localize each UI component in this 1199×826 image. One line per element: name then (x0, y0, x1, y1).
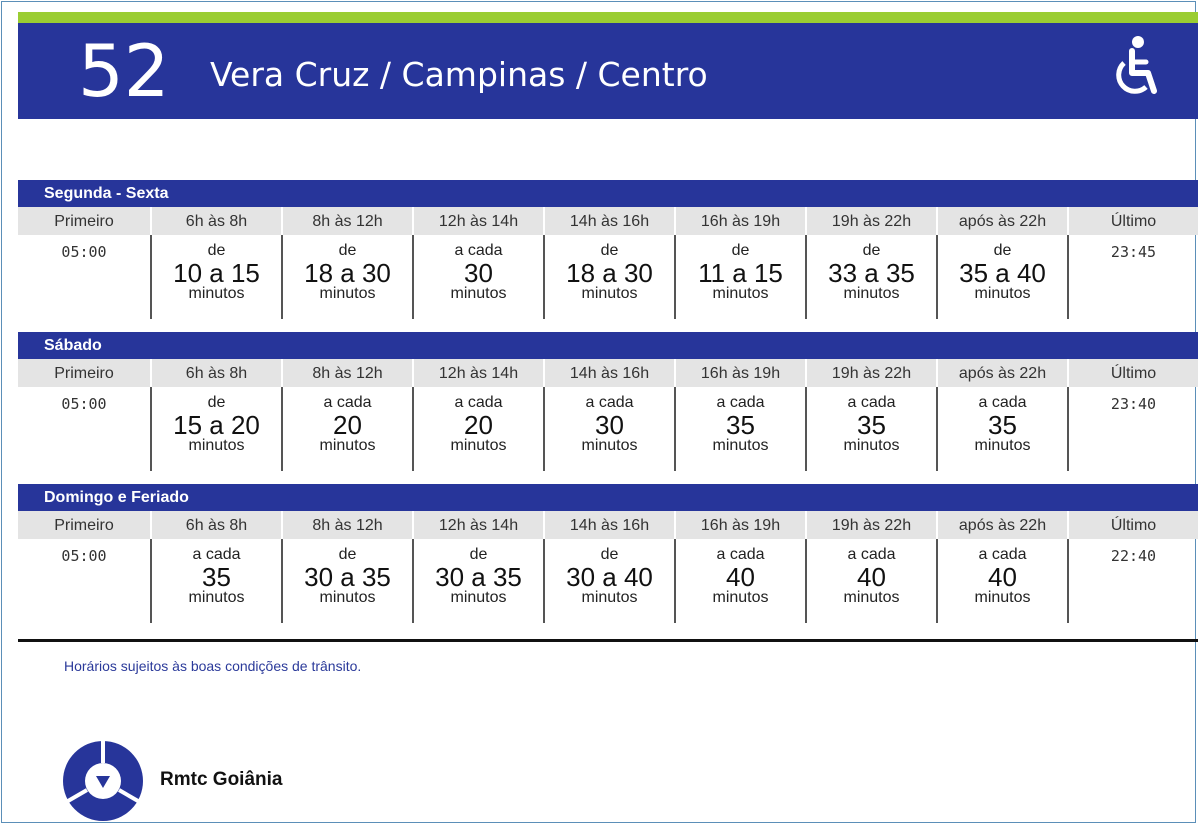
interval-cell (936, 539, 1067, 623)
first-departure: 05:00 (61, 243, 107, 261)
interval-value: 18 a 30 (304, 258, 391, 288)
interval-prefix: a cada (585, 394, 634, 411)
interval-value: 10 a 15 (173, 258, 260, 288)
schedule-sunday-holiday (18, 484, 1198, 623)
column-header: 6h às 8h (150, 207, 281, 235)
interval-cell (281, 387, 412, 471)
interval-cell (805, 387, 936, 471)
interval-prefix: de (338, 242, 357, 259)
interval-unit: minutos (712, 589, 769, 606)
interval-unit: minutos (450, 437, 507, 454)
interval-prefix: de (207, 394, 226, 411)
interval-prefix: de (862, 242, 881, 259)
interval-cell (150, 387, 281, 471)
column-header: Primeiro (18, 511, 150, 539)
interval-unit: minutos (843, 589, 900, 606)
column-header: 14h às 16h (543, 359, 674, 387)
interval-cell (936, 235, 1067, 319)
interval-cell (674, 235, 805, 319)
interval-cell (150, 539, 281, 623)
interval-prefix: de (338, 546, 357, 563)
interval-unit: minutos (712, 437, 769, 454)
interval-cell (412, 235, 543, 319)
interval-prefix: a cada (978, 546, 1027, 563)
column-header: 8h às 12h (281, 511, 412, 539)
interval-prefix: a cada (192, 546, 241, 563)
interval-value: 20 (464, 410, 493, 440)
column-header: 14h às 16h (543, 511, 674, 539)
column-header: 19h às 22h (805, 207, 936, 235)
column-header: 8h às 12h (281, 207, 412, 235)
interval-unit: minutos (843, 285, 900, 302)
interval-value: 35 a 40 (959, 258, 1046, 288)
column-header: após às 22h (936, 511, 1067, 539)
interval-value: 20 (333, 410, 362, 440)
first-departure: 05:00 (61, 395, 107, 413)
interval-unit: minutos (581, 589, 638, 606)
interval-unit: minutos (974, 285, 1031, 302)
interval-value: 30 a 35 (435, 562, 522, 592)
interval-value: 18 a 30 (566, 258, 653, 288)
column-header: Último (1067, 207, 1198, 235)
interval-value: 40 (857, 562, 886, 592)
interval-prefix: de (207, 242, 226, 259)
interval-cell (281, 539, 412, 623)
column-header: 12h às 14h (412, 207, 543, 235)
traffic-disclaimer: Horários sujeitos às boas condições de trânsito. (64, 658, 362, 674)
column-header: 14h às 16h (543, 207, 674, 235)
interval-value: 11 a 15 (698, 258, 783, 288)
data-row (18, 387, 1198, 471)
header-row (18, 207, 1198, 235)
header-row (18, 359, 1198, 387)
interval-value: 30 (464, 258, 493, 288)
interval-unit: minutos (974, 437, 1031, 454)
interval-prefix: a cada (454, 242, 503, 259)
interval-prefix: de (993, 242, 1012, 259)
column-header: 19h às 22h (805, 511, 936, 539)
interval-prefix: a cada (323, 394, 372, 411)
first-departure: 05:00 (61, 547, 107, 565)
timetable-card (1, 1, 1196, 823)
last-departure-cell (1067, 387, 1198, 471)
column-header: 12h às 14h (412, 511, 543, 539)
interval-unit: minutos (581, 285, 638, 302)
last-departure-cell (1067, 235, 1198, 319)
interval-unit: minutos (974, 589, 1031, 606)
interval-prefix: a cada (454, 394, 503, 411)
column-header: após às 22h (936, 207, 1067, 235)
interval-value: 35 (857, 410, 886, 440)
column-header: 16h às 19h (674, 359, 805, 387)
interval-value: 35 (726, 410, 755, 440)
column-header: Primeiro (18, 207, 150, 235)
interval-cell (281, 235, 412, 319)
first-departure-cell (18, 387, 150, 471)
interval-cell (543, 539, 674, 623)
route-header (18, 23, 1198, 119)
accent-bar (18, 12, 1198, 23)
interval-prefix: de (600, 546, 619, 563)
wheelchair-icon (1106, 35, 1162, 101)
interval-unit: minutos (450, 589, 507, 606)
interval-cell (412, 539, 543, 623)
column-header: 6h às 8h (150, 511, 281, 539)
last-departure: 23:45 (1110, 243, 1157, 261)
interval-unit: minutos (712, 285, 769, 302)
interval-unit: minutos (188, 437, 245, 454)
data-row (18, 539, 1198, 623)
column-header: 16h às 19h (674, 207, 805, 235)
schedule-title: Domingo e Feriado (18, 484, 1198, 511)
interval-cell (805, 235, 936, 319)
column-header: após às 22h (936, 359, 1067, 387)
interval-cell (543, 235, 674, 319)
route-number: 52 (78, 29, 170, 113)
interval-unit: minutos (319, 437, 376, 454)
company-name: Rmtc Goiânia (160, 769, 283, 790)
interval-value: 40 (988, 562, 1017, 592)
interval-prefix: a cada (716, 546, 765, 563)
column-header: 8h às 12h (281, 359, 412, 387)
header-row (18, 511, 1198, 539)
interval-prefix: a cada (716, 394, 765, 411)
column-header: Último (1067, 511, 1198, 539)
interval-prefix: a cada (847, 546, 896, 563)
interval-prefix: a cada (847, 394, 896, 411)
column-header: 6h às 8h (150, 359, 281, 387)
interval-value: 35 (202, 562, 231, 592)
interval-unit: minutos (188, 285, 245, 302)
interval-prefix: a cada (978, 394, 1027, 411)
first-departure-cell (18, 539, 150, 623)
route-name: Vera Cruz / Campinas / Centro (210, 55, 708, 94)
interval-cell (674, 387, 805, 471)
schedule-title: Sábado (18, 332, 1198, 359)
last-departure-cell (1067, 539, 1198, 623)
interval-prefix: de (731, 242, 750, 259)
interval-cell (543, 387, 674, 471)
schedule-saturday (18, 332, 1198, 471)
last-departure: 23:40 (1110, 395, 1157, 413)
interval-prefix: de (600, 242, 619, 259)
interval-prefix: de (469, 546, 488, 563)
interval-value: 30 (595, 410, 624, 440)
interval-value: 35 (988, 410, 1017, 440)
footer-divider (18, 639, 1198, 642)
interval-cell (805, 539, 936, 623)
interval-unit: minutos (319, 589, 376, 606)
interval-value: 33 a 35 (828, 258, 915, 288)
column-header: Último (1067, 359, 1198, 387)
last-departure: 22:40 (1110, 547, 1157, 565)
interval-cell (674, 539, 805, 623)
interval-value: 30 a 35 (304, 562, 391, 592)
schedule-title: Segunda - Sexta (18, 180, 1198, 207)
column-header: 12h às 14h (412, 359, 543, 387)
column-header: Primeiro (18, 359, 150, 387)
interval-value: 40 (726, 562, 755, 592)
interval-unit: minutos (319, 285, 376, 302)
interval-unit: minutos (450, 285, 507, 302)
data-row (18, 235, 1198, 319)
column-header: 16h às 19h (674, 511, 805, 539)
interval-unit: minutos (188, 589, 245, 606)
interval-cell (412, 387, 543, 471)
interval-unit: minutos (581, 437, 638, 454)
interval-cell (936, 387, 1067, 471)
column-header: 19h às 22h (805, 359, 936, 387)
interval-cell (150, 235, 281, 319)
first-departure-cell (18, 235, 150, 319)
interval-value: 30 a 40 (566, 562, 653, 592)
rmtc-logo-icon (62, 740, 144, 822)
schedule-weekdays (18, 180, 1198, 319)
interval-value: 15 a 20 (173, 410, 260, 440)
interval-unit: minutos (843, 437, 900, 454)
